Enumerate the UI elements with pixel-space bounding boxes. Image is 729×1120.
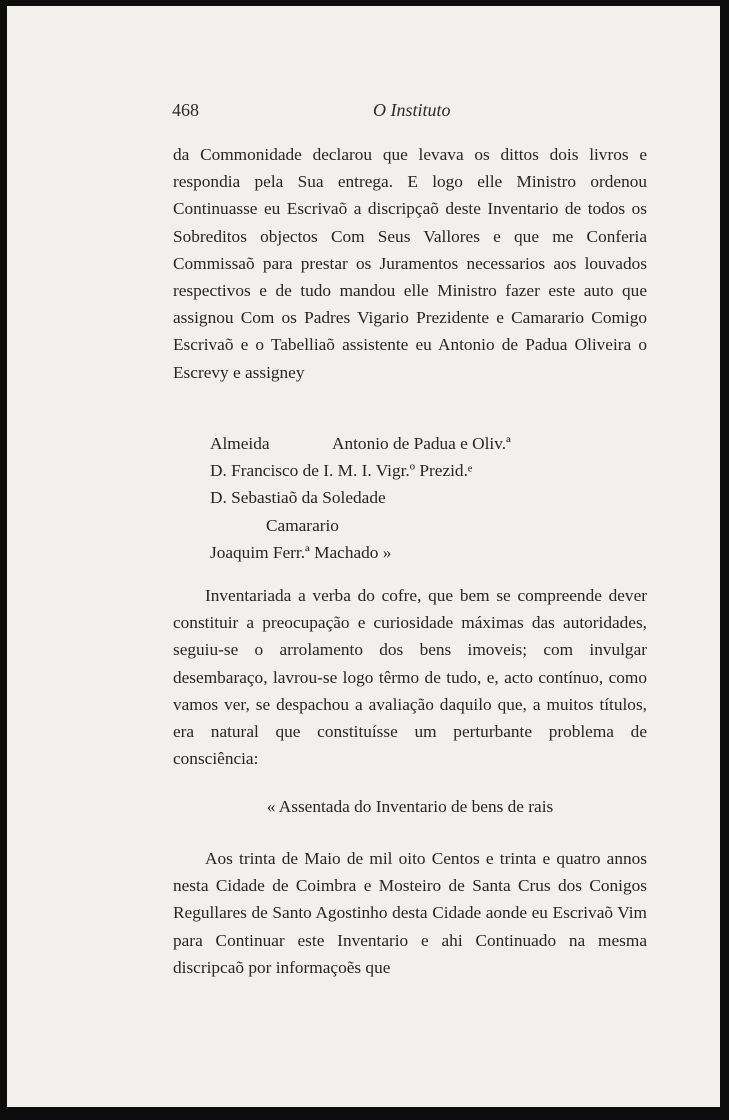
signature-line-4: Camarario [266, 515, 339, 535]
running-title: O Instituto [373, 100, 451, 120]
paragraph-text: da Commonidade declarou que levava os dittos dois livros e respondia pela Sua entrega. E logo elle Ministro ordenou Continuasse eu Escrivaõ a discripçaõ deste Inventario de todos os Sobreditos objectos Com Seus Vallores e que me Conferia Commissaõ para prestar os Juramentos necessarios aos louvados respectivos e de tudo mandou elle Ministro fazer este auto que assignou Com os Padres Vigario Prezidente e Camarario Comigo Escrivaõ e o Tabelliaõ assistente eu Antonio de Padua Oliveira o Escrevy e assigney [173, 145, 647, 382]
signature-line-3: D. Sebastiaõ da Soledade [210, 488, 386, 508]
signature-line-5: Joaquim Ferr.ª Machado » [210, 542, 392, 562]
book-page [7, 6, 720, 1107]
body-paragraph-2 [173, 582, 647, 772]
signature-antonio: Antonio de Padua e Oliv.ª [332, 434, 511, 453]
section-heading: « Assentada do Inventario de bens de rais [266, 797, 554, 816]
paragraph-text: Aos trinta de Maio de mil oito Centos e trinta e quatro annos nesta Cidade de Coimbra e Mosteiro de Santa Crus dos Conigos Regullares de Santo Agostinho desta Cidade aonde eu Escrivaõ Vim para Continuar este Inventario e ahi Continuado na mesma discripcaõ por informaçoẽs que [173, 849, 647, 977]
body-paragraph-3 [173, 845, 647, 981]
signature-block [210, 430, 511, 566]
body-paragraph-1 [173, 141, 647, 386]
page-number: 468 [172, 100, 199, 120]
running-header [7, 100, 720, 124]
signature-line-2: D. Francisco de I. M. I. Vigr.º Prezid.ᵉ [210, 461, 473, 481]
signature-line-1 [210, 430, 511, 457]
paragraph-text: Inventariada a verba do cofre, que bem se compreende dever constituir a preocupação e curiosidade máximas das autoridades, seguiu-se o arrolamento dos bens imoveis; com invulgar desembaraço, lavrou-se logo têrmo de tudo, e, acto contínuo, como vamos ver, se despachou a avaliação daquilo que, a muitos títulos, era natural que constituísse um perturbante problema de consciência: [173, 586, 647, 769]
signature-almeida: Almeida [210, 434, 270, 453]
